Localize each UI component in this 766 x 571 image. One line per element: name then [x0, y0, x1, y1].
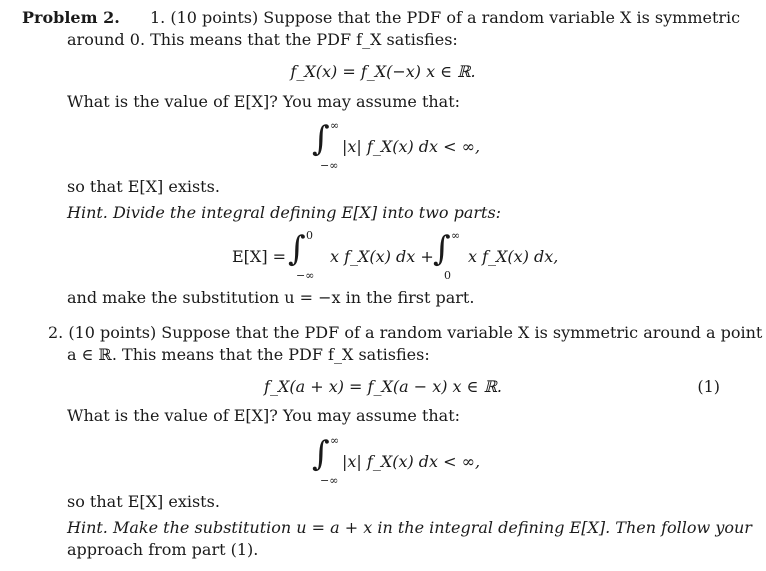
upper-limit-3: ∞	[330, 434, 340, 447]
equation-number: (1)	[697, 377, 720, 396]
upper-limit-1: 0	[306, 229, 313, 242]
condition-integrand: |x| f_X(x) dx < ∞,	[342, 137, 481, 156]
integral-sign: ∫	[312, 119, 330, 159]
part2-hint-line1: Hint. Make the substitution u = a + x in the integral defining E[X]. Then follow your	[67, 518, 752, 537]
part1-intro-line2: around 0. This means that the PDF f_X satisfies:	[67, 30, 458, 49]
lower-limit: −∞	[320, 159, 339, 172]
part1-substitution: and make the substitution u = −x in the first part.	[67, 288, 475, 307]
problem-label: Problem 2.	[22, 8, 120, 27]
integral-sign-1: ∫	[288, 229, 306, 269]
part2-intro-line2: a ∈ ℝ. This means that the PDF f_X satisfies:	[67, 345, 430, 364]
part2-intro-line1: 2. (10 points) Suppose that the PDF of a random variable X is symmetric around a point	[48, 323, 763, 342]
part2-symmetry-equation: f_X(a + x) = f_X(a − x) x ∈ ℝ.	[264, 377, 502, 396]
part1-question: What is the value of E[X]? You may assume that:	[67, 92, 461, 111]
part2-exists: so that E[X] exists.	[67, 492, 220, 511]
lower-limit-2: 0	[444, 269, 451, 282]
condition-integrand-2: |x| f_X(x) dx < ∞,	[342, 452, 481, 471]
part1-hint: Hint. Divide the integral defining E[X] into two parts:	[67, 203, 502, 222]
hint-eq-lhs: E[X] =	[232, 247, 287, 266]
hint-eq-term1: x f_X(x) dx +	[330, 247, 434, 266]
part1-intro-line1: 1. (10 points) Suppose that the PDF of a random variable X is symmetric	[150, 8, 741, 27]
part2-hint-line2: approach from part (1).	[67, 540, 259, 559]
part1-exists: so that E[X] exists.	[67, 177, 220, 196]
part1-symmetry-equation: f_X(x) = f_X(−x) x ∈ ℝ.	[290, 62, 476, 81]
lower-limit-3: −∞	[320, 474, 339, 487]
upper-limit: ∞	[330, 119, 340, 132]
part2-question: What is the value of E[X]? You may assume that:	[67, 406, 461, 425]
upper-limit-2: ∞	[451, 229, 461, 242]
lower-limit-1: −∞	[296, 269, 315, 282]
hint-eq-term2: x f_X(x) dx,	[468, 247, 559, 266]
integral-sign-3: ∫	[312, 434, 330, 474]
integral-sign-2: ∫	[433, 229, 451, 269]
